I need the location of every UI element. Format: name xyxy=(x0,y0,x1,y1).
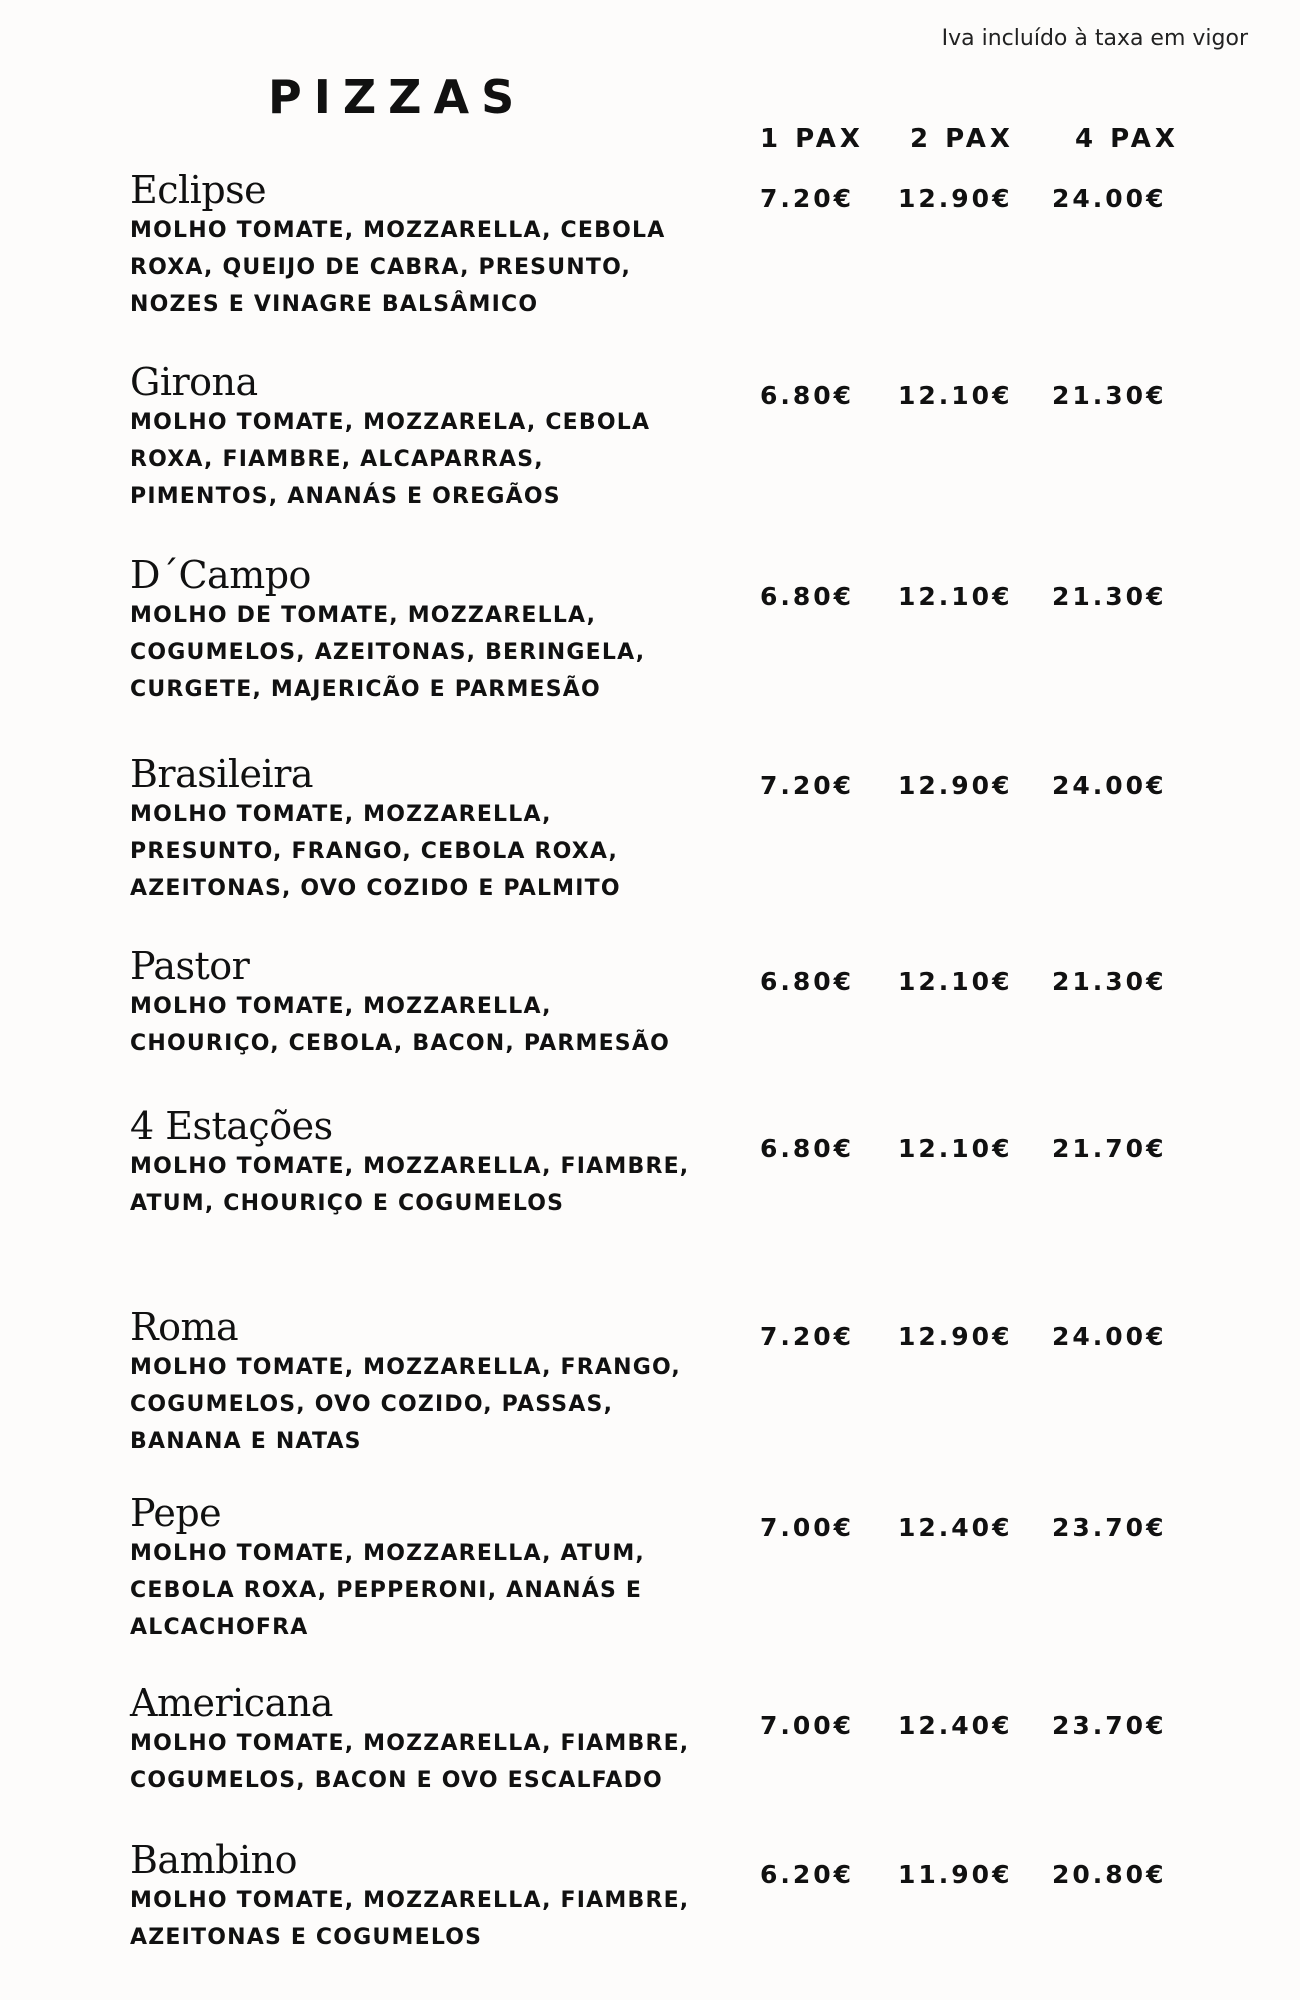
pizza-name: Roma xyxy=(130,1305,239,1349)
price-p2: 12.90€ xyxy=(898,771,1013,800)
price-p1: 6.20€ xyxy=(760,1860,855,1889)
column-header-2-pax: 2 PAX xyxy=(910,124,1014,154)
menu-item xyxy=(130,944,1230,1062)
price-p2: 12.90€ xyxy=(898,1322,1013,1351)
pizza-name: Pastor xyxy=(130,944,250,988)
price-p1: 7.00€ xyxy=(760,1711,855,1740)
tax-note: Iva incluído à taxa em vigor xyxy=(941,26,1248,51)
column-header-1-pax: 1 PAX xyxy=(760,124,864,154)
pizza-name: Brasileira xyxy=(130,752,314,796)
price-p4: 21.70€ xyxy=(1052,1134,1167,1163)
pizza-ingredients: MOLHO TOMATE, MOZZARELLA, PRESUNTO, FRANGO, CEBOLA ROXA, AZEITONAS, OVO COZIDO E PALMITO xyxy=(130,802,621,901)
price-p2: 12.40€ xyxy=(898,1711,1013,1740)
price-p4: 20.80€ xyxy=(1052,1860,1167,1889)
price-p1: 6.80€ xyxy=(760,381,855,410)
price-p4: 21.30€ xyxy=(1052,381,1167,410)
pizza-name: 4 Estações xyxy=(130,1104,333,1148)
pizza-name: Girona xyxy=(130,360,258,404)
price-p4: 23.70€ xyxy=(1052,1711,1167,1740)
menu-item xyxy=(130,1681,1230,1799)
pizza-ingredients: MOLHO TOMATE, MOZZARELLA, FIAMBRE, AZEITONAS E COGUMELOS xyxy=(130,1888,690,1950)
column-header-4-pax: 4 PAX xyxy=(1075,124,1179,154)
pizza-ingredients: MOLHO TOMATE, MOZZARELLA, FRANGO, COGUMELOS, OVO COZIDO, PASSAS, BANANA E NATAS xyxy=(130,1355,681,1454)
price-p2: 12.40€ xyxy=(898,1513,1013,1542)
menu-item xyxy=(130,553,1230,708)
pizza-name: D´Campo xyxy=(130,553,311,597)
pizza-name: Pepe xyxy=(130,1491,222,1535)
price-p1: 7.20€ xyxy=(760,184,855,213)
pizza-ingredients: MOLHO TOMATE, MOZZARELLA, CEBOLA ROXA, QUEIJO DE CABRA, PRESUNTO, NOZES E VINAGRE BALSÂMICO xyxy=(130,218,666,317)
price-p4: 24.00€ xyxy=(1052,184,1167,213)
pizza-ingredients: MOLHO TOMATE, MOZZARELLA, FIAMBRE, ATUM, CHOURIÇO E COGUMELOS xyxy=(130,1154,690,1216)
pizza-name: Americana xyxy=(130,1681,333,1725)
price-p1: 7.00€ xyxy=(760,1513,855,1542)
page-title: PIZZAS xyxy=(268,70,527,124)
price-p1: 6.80€ xyxy=(760,1134,855,1163)
price-p4: 21.30€ xyxy=(1052,967,1167,996)
price-p2: 12.10€ xyxy=(898,381,1013,410)
pizza-ingredients: MOLHO TOMATE, MOZZARELA, CEBOLA ROXA, FIAMBRE, ALCAPARRAS, PIMENTOS, ANANÁS E OREGÃOS xyxy=(130,410,651,509)
price-p2: 12.90€ xyxy=(898,184,1013,213)
price-p2: 12.10€ xyxy=(898,1134,1013,1163)
menu-item xyxy=(130,1104,1230,1222)
price-p1: 6.80€ xyxy=(760,582,855,611)
price-p2: 12.10€ xyxy=(898,582,1013,611)
price-p4: 21.30€ xyxy=(1052,582,1167,611)
pizza-name: Bambino xyxy=(130,1838,297,1882)
price-p2: 12.10€ xyxy=(898,967,1013,996)
price-p4: 24.00€ xyxy=(1052,1322,1167,1351)
price-p1: 7.20€ xyxy=(760,771,855,800)
price-p4: 23.70€ xyxy=(1052,1513,1167,1542)
price-p1: 7.20€ xyxy=(760,1322,855,1351)
pizza-ingredients: MOLHO DE TOMATE, MOZZARELLA, COGUMELOS, AZEITONAS, BERINGELA, CURGETE, MAJERICÃO E PARMESÃO xyxy=(130,603,646,702)
menu-item xyxy=(130,1838,1230,1956)
pizza-ingredients: MOLHO TOMATE, MOZZARELLA, CHOURIÇO, CEBOLA, BACON, PARMESÃO xyxy=(130,994,670,1056)
pizza-ingredients: MOLHO TOMATE, MOZZARELLA, ATUM, CEBOLA ROXA, PEPPERONI, ANANÁS E ALCACHOFRA xyxy=(130,1541,645,1640)
pizza-name: Eclipse xyxy=(130,168,267,212)
price-p2: 11.90€ xyxy=(898,1860,1013,1889)
pizza-ingredients: MOLHO TOMATE, MOZZARELLA, FIAMBRE, COGUMELOS, BACON E OVO ESCALFADO xyxy=(130,1731,690,1793)
price-p1: 6.80€ xyxy=(760,967,855,996)
price-p4: 24.00€ xyxy=(1052,771,1167,800)
